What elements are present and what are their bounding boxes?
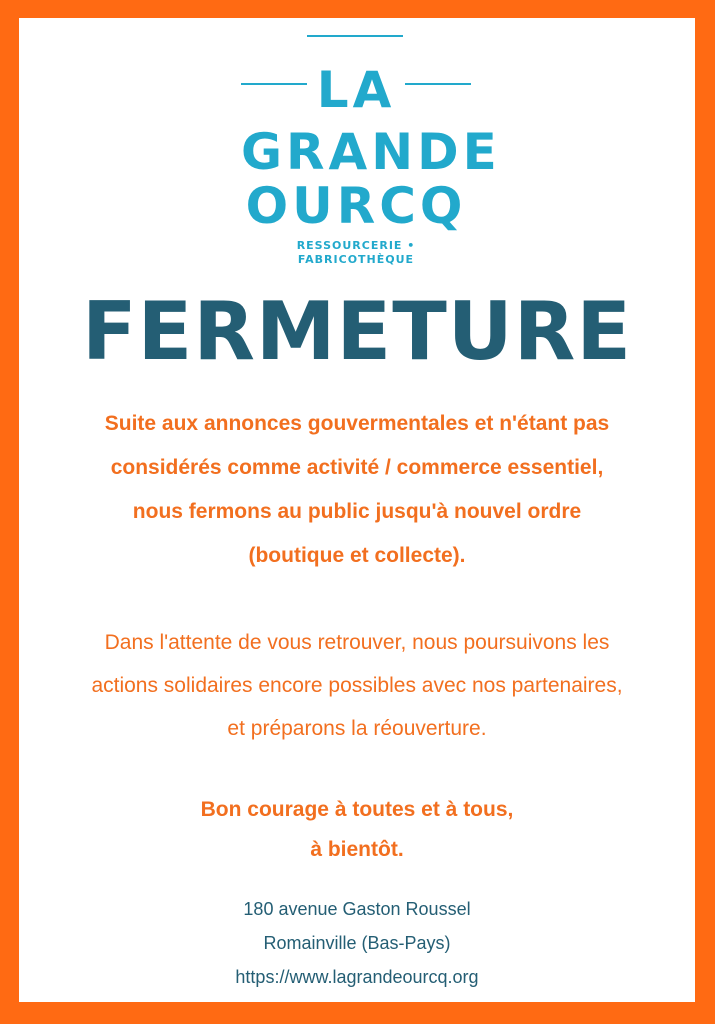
logo <box>241 35 501 266</box>
logo-line-ourcq: OURCQ <box>245 177 467 235</box>
page-title: FERMETURE <box>82 285 632 378</box>
announcement-paragraph <box>19 402 695 578</box>
info-line: actions solidaires encore possibles avec nos partenaires, <box>91 674 623 697</box>
closing-line: Bon courage à toutes et à tous, <box>200 798 514 821</box>
footer-address: 180 avenue Gaston Roussel <box>243 899 471 919</box>
announcement-line: nous fermons au public jusqu'à nouvel ordre <box>132 500 582 523</box>
contact-footer <box>19 892 695 994</box>
info-line: et préparons la réouverture. <box>227 717 487 740</box>
announcement-line: (boutique et collecte). <box>248 544 466 567</box>
logo-tagline: RESSOURCERIE • FABRICOTHÈQUE <box>296 239 416 266</box>
announcement-line: Suite aux annonces gouvermentales et n'étant pas <box>104 412 610 435</box>
info-paragraph <box>19 621 695 750</box>
announcement-line: considérés comme activité / commerce essentiel, <box>110 456 604 479</box>
poster-sheet <box>19 18 695 1002</box>
footer-city: Romainville (Bas-Pays) <box>263 933 451 953</box>
info-line: Dans l'attente de vous retrouver, nous poursuivons les <box>104 631 610 654</box>
closing-line: à bientôt. <box>310 838 404 861</box>
logo-line-la: LA <box>316 61 396 119</box>
footer-url-link[interactable]: https://www.lagrandeourcq.org <box>235 967 479 987</box>
closing-paragraph <box>19 790 695 870</box>
logo-line-grande: GRANDE <box>241 123 501 181</box>
logo-rule-top <box>307 35 403 37</box>
